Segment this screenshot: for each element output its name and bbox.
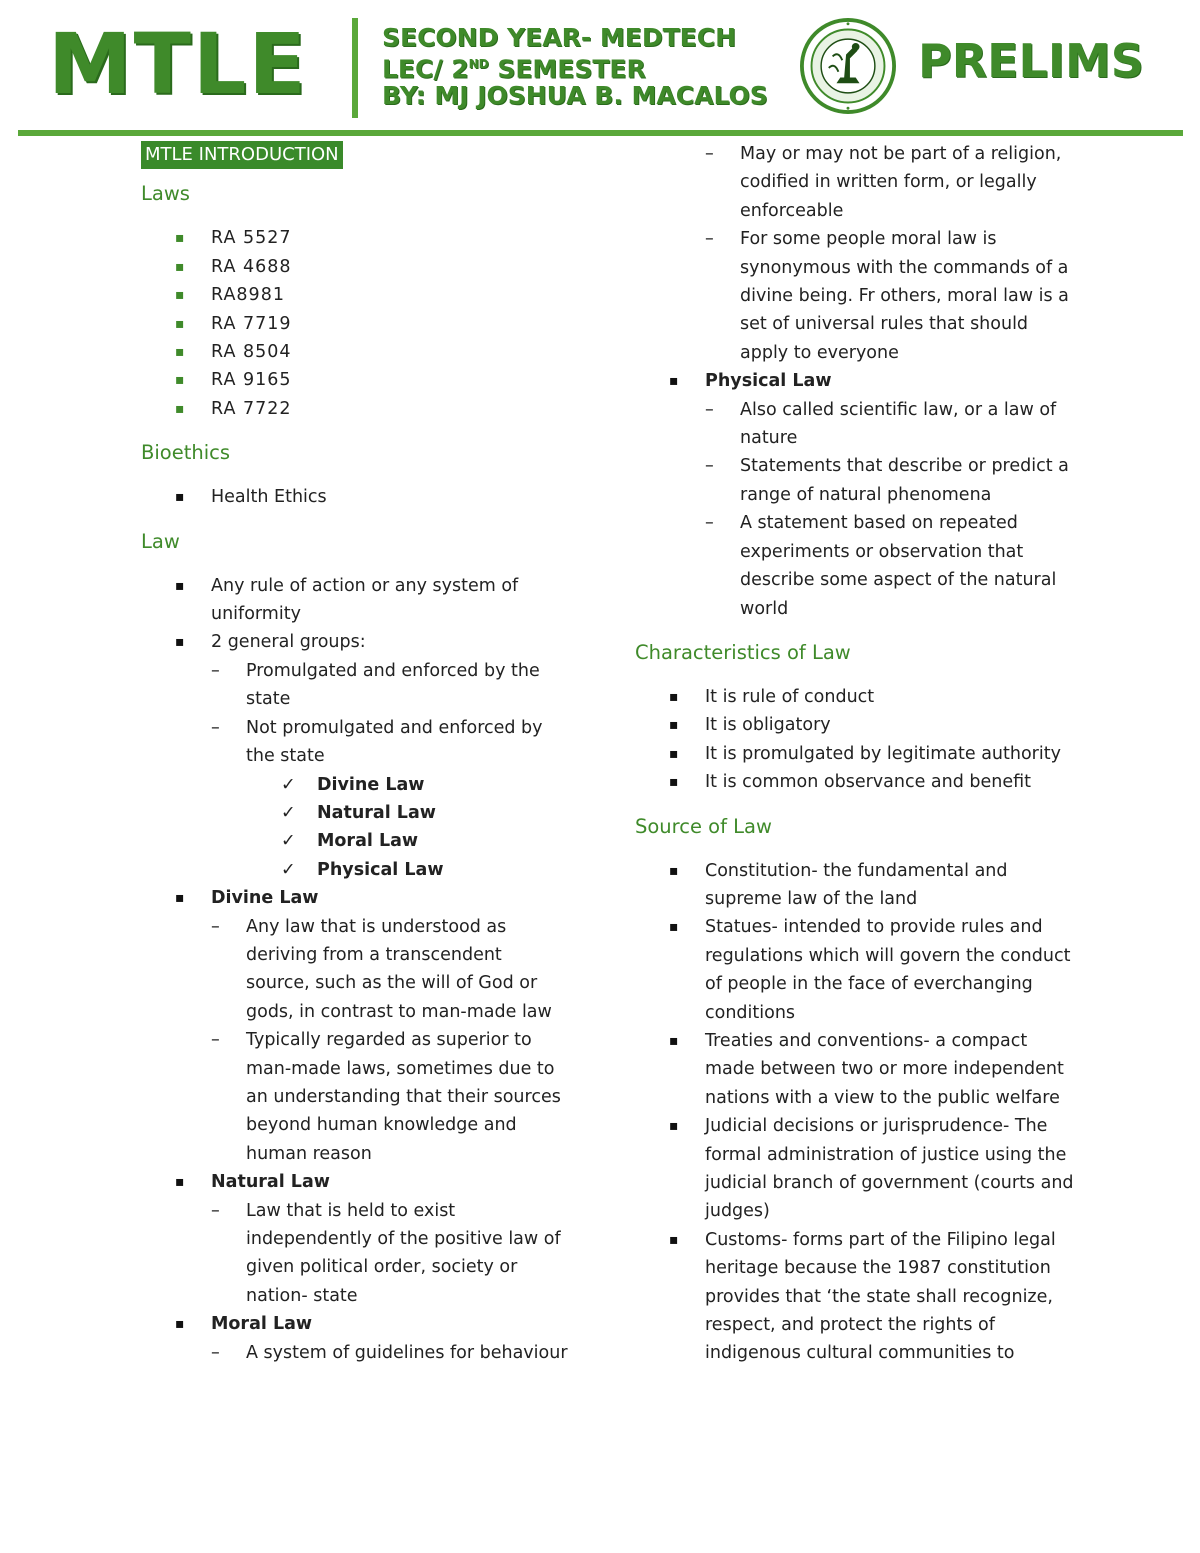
list-item: ▪ It is rule of conduct <box>635 683 1075 711</box>
list-item: ▪ RA 9165 <box>141 366 571 394</box>
divine-law-title: ▪ Divine Law <box>141 884 571 912</box>
source-heading: Source of Law <box>635 814 772 838</box>
college-seal-icon <box>800 18 896 114</box>
characteristics-list <box>635 683 1075 797</box>
list-item: ▪ RA 7722 <box>141 395 571 423</box>
natural-law-point: – Law that is held to exist independently of the positive law of given political order, society or nation- state <box>141 1197 571 1311</box>
list-item: ▪ Statues- intended to provide rules and regulations which will govern the conduct of people in the face of everchanging conditions <box>635 913 1075 1027</box>
law-list <box>141 572 571 1367</box>
header-divider <box>352 18 358 118</box>
moral-law-continued <box>635 140 1075 623</box>
list-item: ▪ RA 4688 <box>141 253 571 281</box>
subtitle-line-1: SECOND YEAR- MEDTECH <box>382 23 737 52</box>
header-subtitle <box>382 24 768 109</box>
moral-law-point: – For some people moral law is synonymous with the commands of a divine being. Fr others, moral law is a set of universal rules that should apply to everyone <box>635 225 1075 367</box>
list-item: ▪ It is promulgated by legitimate authority <box>635 740 1075 768</box>
header-rule <box>18 130 1183 136</box>
section-tag: MTLE INTRODUCTION <box>141 141 343 169</box>
list-item: ▪ RA8981 <box>141 281 571 309</box>
group-item: – Promulgated and enforced by the state <box>141 657 571 714</box>
moral-law-title: ▪ Moral Law <box>141 1310 571 1338</box>
list-item: ▪ Treaties and conventions- a compact made between two or more independent nations with a view to the public welfare <box>635 1027 1075 1112</box>
physical-law-point: – Statements that describe or predict a range of natural phenomena <box>635 452 1075 509</box>
page-header <box>0 0 1200 140</box>
check-item: ✓ Moral Law <box>141 827 571 855</box>
brand-title: MTLE <box>48 15 308 113</box>
moral-law-point: – May or may not be part of a religion, codified in written form, or legally enforceable <box>635 140 1075 225</box>
group-item: – Not promulgated and enforced by the state <box>141 714 571 771</box>
subtitle-line-3: BY: MJ JOSHUA B. MACALOS <box>382 81 768 111</box>
list-item: ▪ It is common observance and benefit <box>635 768 1075 796</box>
bioethics-list <box>141 483 571 511</box>
list-item: ▪ Judicial decisions or jurisprudence- The formal administration of justice using the judicial branch of government (courts and judges) <box>635 1112 1075 1226</box>
divine-law-point: – Typically regarded as superior to man-made laws, sometimes due to an understanding that their sources beyond human knowledge and human reason <box>141 1026 571 1168</box>
prelims-label: PRELIMS <box>918 34 1144 88</box>
laws-list <box>141 224 571 423</box>
list-item: ▪ RA 7719 <box>141 310 571 338</box>
check-item: ✓ Physical Law <box>141 856 571 884</box>
physical-law-point: – Also called scientific law, or a law of nature <box>635 396 1075 453</box>
moral-law-point: – A system of guidelines for behaviour <box>141 1339 571 1367</box>
divine-law-point: – Any law that is understood as deriving from a transcendent source, such as the will of God or gods, in contrast to man-made law <box>141 913 571 1027</box>
law-heading: Law <box>141 529 180 553</box>
list-item: ▪ Health Ethics <box>141 483 571 511</box>
bioethics-heading: Bioethics <box>141 441 231 465</box>
list-item: ▪ It is obligatory <box>635 711 1075 739</box>
physical-law-point: – A statement based on repeated experiments or observation that describe some aspect of the natural world <box>635 509 1075 623</box>
check-item: ✓ Natural Law <box>141 799 571 827</box>
laws-heading: Laws <box>141 182 190 206</box>
check-item: ✓ Divine Law <box>141 771 571 799</box>
physical-law-title: ▪ Physical Law <box>635 367 1075 395</box>
list-item: ▪ Constitution- the fundamental and supreme law of the land <box>635 857 1075 914</box>
groups-label: ▪ 2 general groups: <box>141 628 571 656</box>
source-list <box>635 857 1075 1368</box>
law-definition: ▪ Any rule of action or any system of uniformity <box>141 572 571 629</box>
characteristics-heading: Characteristics of Law <box>635 640 851 664</box>
left-column <box>141 140 571 1367</box>
subtitle-line-2: LEC/ 2ND SEMESTER <box>382 54 646 84</box>
list-item: ▪ RA 5527 <box>141 224 571 252</box>
list-item: ▪ RA 8504 <box>141 338 571 366</box>
list-item: ▪ Customs- forms part of the Filipino legal heritage because the 1987 constitution provides that ‘the state shall recognize, respect, and protect the rights of indigenous cultural communities to <box>635 1226 1075 1368</box>
right-column <box>635 140 1075 1368</box>
natural-law-title: ▪ Natural Law <box>141 1168 571 1196</box>
